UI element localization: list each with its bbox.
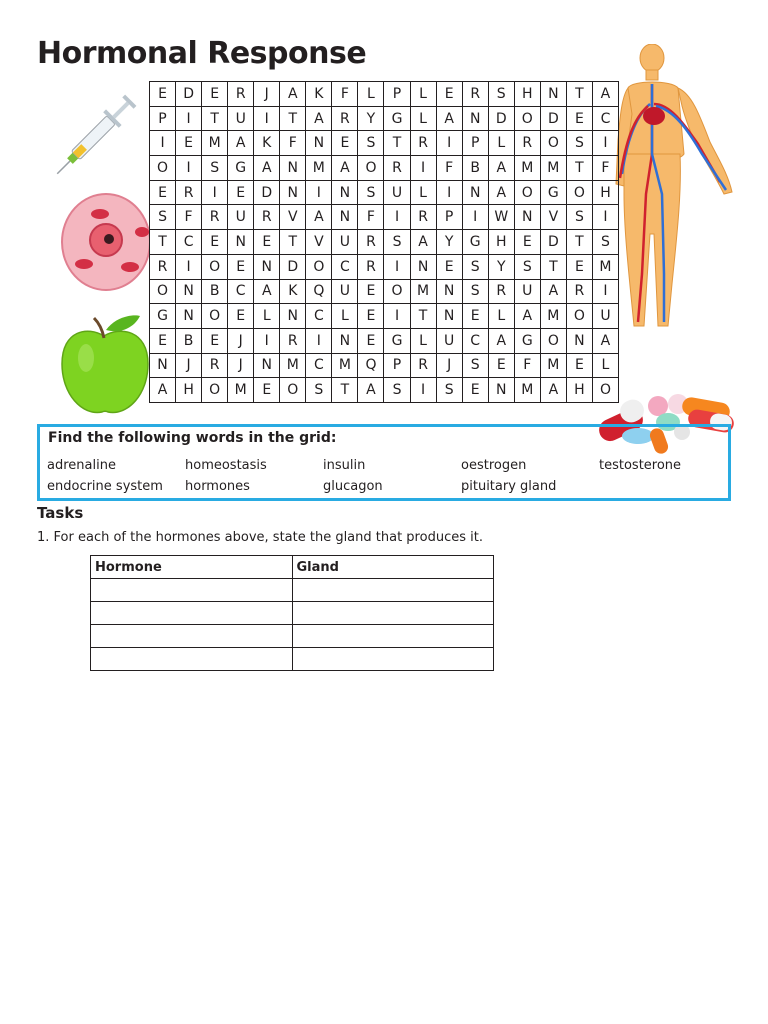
grid-cell[interactable]: C bbox=[463, 329, 489, 354]
grid-cell[interactable]: N bbox=[306, 131, 332, 156]
grid-cell[interactable]: E bbox=[567, 255, 593, 280]
grid-cell[interactable]: N bbox=[332, 181, 358, 206]
grid-cell[interactable]: K bbox=[254, 131, 280, 156]
grid-cell[interactable]: E bbox=[463, 304, 489, 329]
grid-cell[interactable]: S bbox=[437, 378, 463, 403]
grid-cell[interactable]: R bbox=[489, 280, 515, 305]
grid-cell[interactable]: Q bbox=[306, 280, 332, 305]
grid-cell[interactable]: H bbox=[176, 378, 202, 403]
grid-cell[interactable]: B bbox=[463, 156, 489, 181]
grid-cell[interactable]: R bbox=[332, 107, 358, 132]
grid-cell[interactable]: U bbox=[332, 230, 358, 255]
grid-cell[interactable]: V bbox=[541, 205, 567, 230]
grid-cell[interactable]: L bbox=[332, 304, 358, 329]
grid-cell[interactable]: E bbox=[228, 255, 254, 280]
grid-cell[interactable]: O bbox=[150, 280, 176, 305]
grid-cell[interactable]: I bbox=[593, 280, 619, 305]
grid-cell[interactable]: S bbox=[306, 378, 332, 403]
grid-cell[interactable]: A bbox=[280, 82, 306, 107]
word-item: oestrogen bbox=[461, 458, 527, 473]
grid-cell[interactable]: A bbox=[332, 156, 358, 181]
grid-cell[interactable]: M bbox=[306, 156, 332, 181]
grid-cell[interactable]: R bbox=[384, 156, 410, 181]
grid-cell[interactable]: O bbox=[306, 255, 332, 280]
grid-cell[interactable]: D bbox=[489, 107, 515, 132]
grid-cell[interactable]: L bbox=[254, 304, 280, 329]
grid-cell[interactable]: E bbox=[437, 82, 463, 107]
grid-cell[interactable]: O bbox=[202, 304, 228, 329]
grid-cell[interactable]: N bbox=[280, 304, 306, 329]
human-body-icon bbox=[614, 44, 736, 340]
grid-cell[interactable]: F bbox=[437, 156, 463, 181]
grid-cell[interactable]: A bbox=[593, 329, 619, 354]
grid-cell[interactable]: Y bbox=[437, 230, 463, 255]
grid-cell[interactable]: O bbox=[541, 329, 567, 354]
grid-cell[interactable]: E bbox=[358, 280, 384, 305]
grid-cell[interactable]: E bbox=[463, 378, 489, 403]
grid-cell[interactable]: M bbox=[593, 255, 619, 280]
word-item: hormones bbox=[185, 479, 250, 494]
grid-cell[interactable]: R bbox=[358, 255, 384, 280]
grid-cell[interactable]: E bbox=[437, 255, 463, 280]
grid-cell[interactable]: G bbox=[463, 230, 489, 255]
grid-cell[interactable]: I bbox=[254, 107, 280, 132]
grid-cell[interactable]: L bbox=[411, 329, 437, 354]
hormone-cell[interactable] bbox=[91, 648, 293, 671]
grid-cell[interactable]: C bbox=[593, 107, 619, 132]
grid-cell[interactable]: N bbox=[437, 304, 463, 329]
grid-cell[interactable]: I bbox=[176, 255, 202, 280]
grid-cell[interactable]: S bbox=[567, 205, 593, 230]
grid-cell[interactable]: I bbox=[176, 107, 202, 132]
grid-cell[interactable]: E bbox=[228, 181, 254, 206]
grid-cell[interactable]: T bbox=[280, 230, 306, 255]
grid-cell[interactable]: G bbox=[384, 107, 410, 132]
grid-cell[interactable]: N bbox=[254, 255, 280, 280]
grid-cell[interactable]: V bbox=[280, 205, 306, 230]
table-row bbox=[91, 602, 494, 625]
grid-cell[interactable]: L bbox=[489, 131, 515, 156]
syringe-icon bbox=[38, 82, 150, 192]
grid-cell[interactable]: E bbox=[150, 329, 176, 354]
grid-cell[interactable]: M bbox=[541, 354, 567, 379]
grid-cell[interactable]: M bbox=[541, 304, 567, 329]
grid-cell[interactable]: Q bbox=[358, 354, 384, 379]
grid-cell[interactable]: T bbox=[202, 107, 228, 132]
grid-cell[interactable]: E bbox=[254, 230, 280, 255]
grid-cell[interactable]: J bbox=[254, 82, 280, 107]
grid-cell[interactable]: I bbox=[306, 181, 332, 206]
grid-cell[interactable]: U bbox=[228, 205, 254, 230]
grid-cell[interactable]: R bbox=[150, 255, 176, 280]
hormone-cell[interactable] bbox=[91, 625, 293, 648]
grid-cell[interactable]: O bbox=[280, 378, 306, 403]
grid-cell[interactable]: A bbox=[150, 378, 176, 403]
grid-cell[interactable]: S bbox=[358, 181, 384, 206]
grid-cell[interactable]: A bbox=[437, 107, 463, 132]
grid-cell[interactable]: H bbox=[593, 181, 619, 206]
grid-cell[interactable]: F bbox=[176, 205, 202, 230]
word-item: glucagon bbox=[323, 479, 383, 494]
word-search-grid bbox=[149, 81, 619, 403]
table-header-row bbox=[91, 556, 494, 579]
grid-cell[interactable]: F bbox=[332, 82, 358, 107]
grid-cell[interactable]: N bbox=[411, 255, 437, 280]
grid-cell[interactable]: S bbox=[489, 82, 515, 107]
grid-cell[interactable]: M bbox=[541, 156, 567, 181]
tasks-heading: Tasks bbox=[37, 504, 84, 522]
grid-cell[interactable]: E bbox=[358, 304, 384, 329]
grid-cell[interactable]: E bbox=[176, 131, 202, 156]
grid-cell[interactable]: E bbox=[202, 230, 228, 255]
grid-cell[interactable]: N bbox=[228, 230, 254, 255]
word-list-box bbox=[37, 424, 731, 501]
grid-cell[interactable]: N bbox=[150, 354, 176, 379]
grid-cell[interactable]: O bbox=[593, 378, 619, 403]
grid-cell[interactable]: I bbox=[202, 181, 228, 206]
grid-cell[interactable]: E bbox=[567, 107, 593, 132]
grid-cell[interactable]: E bbox=[489, 354, 515, 379]
grid-cell[interactable]: V bbox=[306, 230, 332, 255]
grid-cell[interactable]: N bbox=[280, 181, 306, 206]
grid-cell[interactable]: L bbox=[358, 82, 384, 107]
grid-cell[interactable]: I bbox=[254, 329, 280, 354]
grid-cell[interactable]: F bbox=[358, 205, 384, 230]
grid-cell[interactable]: M bbox=[280, 354, 306, 379]
grid-cell[interactable]: S bbox=[384, 378, 410, 403]
word-item: testosterone bbox=[599, 458, 682, 473]
grid-cell[interactable]: U bbox=[515, 280, 541, 305]
grid-cell[interactable]: T bbox=[332, 378, 358, 403]
grid-cell[interactable]: E bbox=[332, 131, 358, 156]
grid-cell[interactable]: W bbox=[489, 205, 515, 230]
grid-cell[interactable]: A bbox=[306, 205, 332, 230]
grid-cell[interactable]: F bbox=[280, 131, 306, 156]
grid-cell[interactable]: T bbox=[280, 107, 306, 132]
grid-cell[interactable]: I bbox=[593, 205, 619, 230]
grid-cell[interactable]: I bbox=[150, 131, 176, 156]
grid-cell[interactable]: L bbox=[411, 107, 437, 132]
grid-cell[interactable]: K bbox=[280, 280, 306, 305]
grid-cell[interactable]: E bbox=[202, 82, 228, 107]
grid-cell[interactable]: Y bbox=[489, 255, 515, 280]
grid-cell[interactable]: I bbox=[593, 131, 619, 156]
grid-cell[interactable]: I bbox=[306, 329, 332, 354]
grid-cell[interactable]: G bbox=[541, 181, 567, 206]
grid-cell[interactable]: P bbox=[437, 205, 463, 230]
grid-cell[interactable]: D bbox=[254, 181, 280, 206]
grid-cell[interactable]: P bbox=[384, 354, 410, 379]
grid-cell[interactable]: J bbox=[437, 354, 463, 379]
grid-cell[interactable]: D bbox=[176, 82, 202, 107]
table-row bbox=[91, 579, 494, 602]
grid-cell[interactable]: S bbox=[202, 156, 228, 181]
grid-cell[interactable]: E bbox=[150, 82, 176, 107]
grid-cell[interactable]: T bbox=[384, 131, 410, 156]
grid-cell[interactable]: C bbox=[332, 255, 358, 280]
grid-cell[interactable]: T bbox=[150, 230, 176, 255]
grid-cell[interactable]: M bbox=[515, 378, 541, 403]
grid-cell[interactable]: R bbox=[567, 280, 593, 305]
grid-cell[interactable]: E bbox=[567, 354, 593, 379]
grid-cell[interactable]: K bbox=[306, 82, 332, 107]
grid-cell[interactable]: I bbox=[411, 156, 437, 181]
grid-cell[interactable]: N bbox=[176, 304, 202, 329]
grid-cell[interactable]: I bbox=[463, 205, 489, 230]
grid-cell[interactable]: O bbox=[515, 181, 541, 206]
task-1-text: 1. For each of the hormones above, state the gland that produces it. bbox=[37, 530, 483, 545]
grid-cell[interactable]: T bbox=[411, 304, 437, 329]
grid-cell[interactable]: S bbox=[384, 230, 410, 255]
grid-cell[interactable]: P bbox=[384, 82, 410, 107]
grid-cell[interactable]: O bbox=[202, 255, 228, 280]
grid-cell[interactable]: D bbox=[541, 230, 567, 255]
gland-cell[interactable] bbox=[292, 625, 494, 648]
grid-cell[interactable]: L bbox=[593, 354, 619, 379]
grid-cell[interactable]: C bbox=[228, 280, 254, 305]
grid-cell[interactable]: R bbox=[358, 230, 384, 255]
grid-cell[interactable]: N bbox=[437, 280, 463, 305]
grid-cell[interactable]: G bbox=[228, 156, 254, 181]
grid-cell[interactable]: O bbox=[567, 304, 593, 329]
hormone-gland-table bbox=[90, 555, 494, 671]
grid-cell[interactable]: L bbox=[411, 82, 437, 107]
grid-cell[interactable]: H bbox=[567, 378, 593, 403]
grid-cell[interactable]: G bbox=[384, 329, 410, 354]
grid-cell[interactable]: A bbox=[228, 131, 254, 156]
hormone-column-header: Hormone bbox=[91, 556, 293, 579]
grid-cell[interactable]: A bbox=[541, 280, 567, 305]
grid-cell[interactable]: F bbox=[515, 354, 541, 379]
grid-cell[interactable]: O bbox=[202, 378, 228, 403]
grid-cell[interactable]: M bbox=[228, 378, 254, 403]
grid-cell[interactable]: J bbox=[176, 354, 202, 379]
grid-cell[interactable]: U bbox=[228, 107, 254, 132]
blood-cell-icon bbox=[58, 192, 150, 292]
word-list-title: Find the following words in the grid: bbox=[48, 430, 337, 446]
word-item: pituitary gland bbox=[461, 479, 557, 494]
grid-cell[interactable]: O bbox=[384, 280, 410, 305]
word-item: adrenaline bbox=[47, 458, 116, 473]
grid-cell[interactable]: H bbox=[489, 230, 515, 255]
grid-cell[interactable]: A bbox=[489, 181, 515, 206]
grid-cell[interactable]: T bbox=[567, 230, 593, 255]
grid-cell[interactable]: D bbox=[541, 107, 567, 132]
grid-cell[interactable]: M bbox=[411, 280, 437, 305]
grid-cell[interactable]: S bbox=[463, 255, 489, 280]
grid-cell[interactable]: E bbox=[150, 181, 176, 206]
grid-cell[interactable]: S bbox=[515, 255, 541, 280]
grid-cell[interactable]: S bbox=[593, 230, 619, 255]
grid-cell[interactable]: I bbox=[176, 156, 202, 181]
grid-cell[interactable]: A bbox=[593, 82, 619, 107]
grid-cell[interactable]: O bbox=[358, 156, 384, 181]
grid-cell[interactable]: P bbox=[463, 131, 489, 156]
gland-cell[interactable] bbox=[292, 602, 494, 625]
grid-cell[interactable]: E bbox=[202, 329, 228, 354]
grid-cell[interactable]: T bbox=[567, 82, 593, 107]
grid-cell[interactable]: J bbox=[228, 354, 254, 379]
grid-cell[interactable]: I bbox=[384, 255, 410, 280]
grid-cell[interactable]: J bbox=[228, 329, 254, 354]
apple-icon bbox=[58, 308, 150, 418]
word-list bbox=[47, 458, 727, 498]
grid-cell[interactable]: I bbox=[411, 378, 437, 403]
grid-cell[interactable]: R bbox=[280, 329, 306, 354]
hormone-cell[interactable] bbox=[91, 579, 293, 602]
grid-cell[interactable]: S bbox=[463, 354, 489, 379]
grid-cell[interactable]: B bbox=[202, 280, 228, 305]
grid-cell[interactable]: N bbox=[254, 354, 280, 379]
grid-cell[interactable]: H bbox=[515, 82, 541, 107]
grid-cell[interactable]: M bbox=[515, 156, 541, 181]
table-row bbox=[91, 648, 494, 671]
grid-cell[interactable]: E bbox=[228, 304, 254, 329]
grid-cell[interactable]: O bbox=[515, 107, 541, 132]
grid-cell[interactable]: A bbox=[541, 378, 567, 403]
grid-cell[interactable]: G bbox=[515, 329, 541, 354]
grid-cell[interactable]: L bbox=[411, 181, 437, 206]
grid-cell[interactable]: S bbox=[463, 280, 489, 305]
grid-cell[interactable]: E bbox=[358, 329, 384, 354]
grid-cell[interactable]: O bbox=[567, 181, 593, 206]
grid-cell[interactable]: N bbox=[489, 378, 515, 403]
grid-cell[interactable]: S bbox=[358, 131, 384, 156]
grid-cell[interactable]: N bbox=[567, 329, 593, 354]
grid-cell[interactable]: R bbox=[411, 205, 437, 230]
grid-cell[interactable]: R bbox=[411, 131, 437, 156]
table-row bbox=[91, 625, 494, 648]
grid-cell[interactable]: U bbox=[593, 304, 619, 329]
grid-cell[interactable]: U bbox=[384, 181, 410, 206]
grid-cell[interactable]: A bbox=[489, 329, 515, 354]
grid-cell[interactable]: L bbox=[489, 304, 515, 329]
grid-cell[interactable]: N bbox=[280, 156, 306, 181]
grid-cell[interactable]: B bbox=[176, 329, 202, 354]
word-item: homeostasis bbox=[185, 458, 267, 473]
grid-cell[interactable]: E bbox=[515, 230, 541, 255]
grid-cell[interactable]: R bbox=[411, 354, 437, 379]
grid-cell[interactable]: O bbox=[541, 131, 567, 156]
grid-cell[interactable]: A bbox=[254, 280, 280, 305]
grid-cell[interactable]: R bbox=[202, 354, 228, 379]
grid-cell[interactable]: D bbox=[280, 255, 306, 280]
gland-cell[interactable] bbox=[292, 579, 494, 602]
grid-cell[interactable]: R bbox=[202, 205, 228, 230]
grid-cell[interactable]: T bbox=[567, 156, 593, 181]
grid-cell[interactable]: A bbox=[358, 378, 384, 403]
grid-cell[interactable]: U bbox=[332, 280, 358, 305]
grid-cell[interactable]: R bbox=[515, 131, 541, 156]
grid-cell[interactable]: N bbox=[515, 205, 541, 230]
grid-cell[interactable]: O bbox=[150, 156, 176, 181]
gland-cell[interactable] bbox=[292, 648, 494, 671]
word-item: endocrine system bbox=[47, 479, 163, 494]
grid-cell[interactable]: N bbox=[463, 181, 489, 206]
grid-cell[interactable]: N bbox=[463, 107, 489, 132]
grid-cell[interactable]: I bbox=[384, 205, 410, 230]
grid-cell[interactable]: S bbox=[567, 131, 593, 156]
page-title: Hormonal Response bbox=[37, 36, 367, 71]
grid-cell[interactable]: E bbox=[254, 378, 280, 403]
grid-cell[interactable]: C bbox=[176, 230, 202, 255]
grid-cell[interactable]: G bbox=[150, 304, 176, 329]
grid-cell[interactable]: P bbox=[150, 107, 176, 132]
grid-cell[interactable]: M bbox=[332, 354, 358, 379]
grid-cell[interactable]: T bbox=[541, 255, 567, 280]
grid-cell[interactable]: F bbox=[593, 156, 619, 181]
grid-cell[interactable]: Y bbox=[358, 107, 384, 132]
grid-cell[interactable]: N bbox=[332, 329, 358, 354]
grid-cell[interactable]: I bbox=[384, 304, 410, 329]
grid-cell[interactable]: A bbox=[254, 156, 280, 181]
grid-cell[interactable]: R bbox=[463, 82, 489, 107]
word-item: insulin bbox=[323, 458, 366, 473]
grid-cell[interactable]: U bbox=[437, 329, 463, 354]
grid-cell[interactable]: R bbox=[254, 205, 280, 230]
grid-cell[interactable]: M bbox=[202, 131, 228, 156]
grid-cell[interactable]: I bbox=[437, 181, 463, 206]
grid-cell[interactable]: A bbox=[306, 107, 332, 132]
grid-cell[interactable]: S bbox=[150, 205, 176, 230]
grid-cell[interactable]: R bbox=[176, 181, 202, 206]
grid-cell[interactable]: N bbox=[332, 205, 358, 230]
hormone-cell[interactable] bbox=[91, 602, 293, 625]
grid-cell[interactable]: I bbox=[437, 131, 463, 156]
gland-column-header: Gland bbox=[292, 556, 494, 579]
grid-cell[interactable]: R bbox=[228, 82, 254, 107]
grid-cell[interactable]: A bbox=[489, 156, 515, 181]
grid-cell[interactable]: A bbox=[411, 230, 437, 255]
grid-cell[interactable]: N bbox=[176, 280, 202, 305]
grid-cell[interactable]: C bbox=[306, 354, 332, 379]
grid-cell[interactable]: A bbox=[515, 304, 541, 329]
grid-cell[interactable]: C bbox=[306, 304, 332, 329]
grid-cell[interactable]: N bbox=[541, 82, 567, 107]
